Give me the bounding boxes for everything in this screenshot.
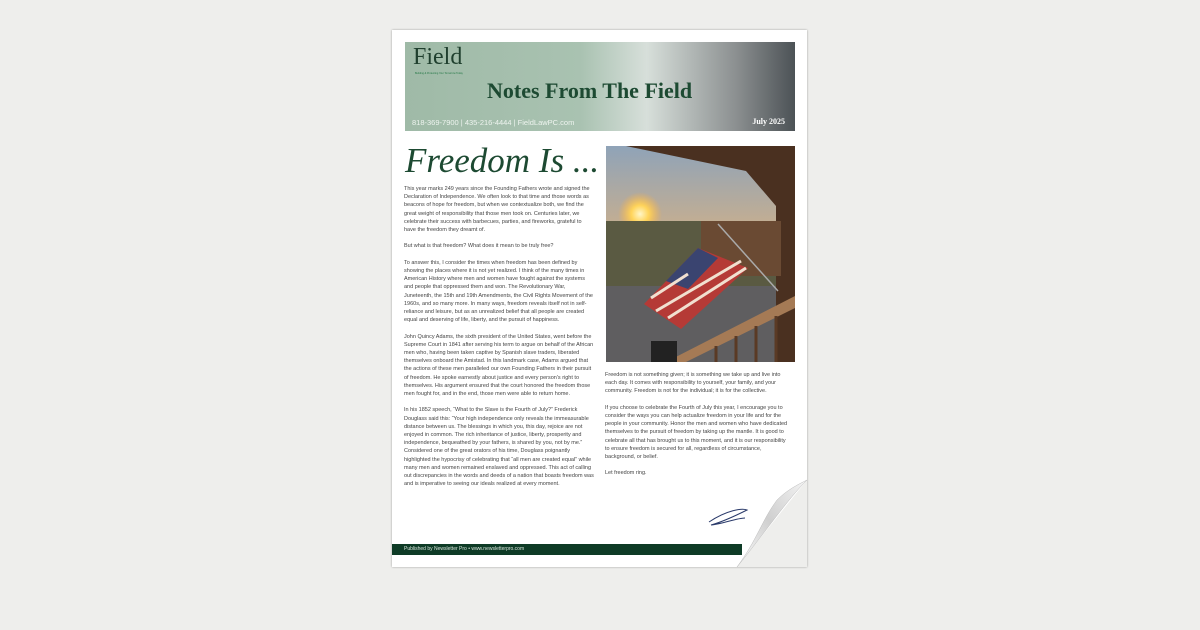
left-column [404, 185, 594, 497]
issue-date: July 2025 [752, 117, 785, 126]
logo-tagline: Building & Protecting Your Tomorrow Today [415, 72, 463, 75]
paragraph: This year marks 249 years since the Founding Fathers wrote and signed the Declaration of Independence. We often look to that time and those words as beacons of hope for freedom, but when we contextualize both, we find the great weight of responsibility that those men took on. Centuries later, we celebrate their success with barbecues, parties, and fireworks, grateful to have the freedom they dreamt of. [404, 186, 590, 234]
page-curl [717, 460, 807, 567]
paragraph: In his 1852 speech, “What to the Slave is the Fourth of July?” Frederick Douglass said this: “Your high independence only reveals the immeasurable distance between us. The blessings in which you, this day, rejoice are not enjoyed in common. The rich inheritance of justice, liberty, prosperity and independence, bequeathed by your fathers, is shared by you, not by me.” Considered one of the great orators of his time, Douglass poignantly highlighted the hypocrisy of celebrating that “all men are created equal” while many men and women remained enslaved and oppressed. This act of calling out discrepancies in the words and deeds of a nation that boasts freedom was and is imperative to seeing our ideals realized at every moment. [404, 407, 594, 488]
paragraph: Let freedom ring. [605, 470, 647, 477]
newsletter-banner [405, 42, 795, 131]
newsletter-title: Notes From The Field [487, 78, 693, 103]
paragraph: To answer this, I consider the times when freedom has been defined by showing the places where it is not yet realized. I think of the many times in American History where men and women have fought against the systems and people that oppressed them and won. The Revolutionary War, Juneteenth, the 15th and 19th Amendments, the Civil Rights Movement of the 1960s, and so many more. In many ways, freedom reveals itself not in self-reliance and leisure, but as an unrealized belief that all people are created equal and deserving of life, liberty, and the pursuit of happiness. [404, 259, 593, 324]
newsletter-page [392, 30, 807, 567]
paragraph: John Quincy Adams, the sixth president of the United States, went before the Supreme Court in 1841 after serving his term to argue on behalf of the African men who, having been taken captive by Spanish slave traders, liberated themselves onboard the Amistad. In this landmark case, Adams argued that the actions of these men paralleled our own Founding Fathers in their pursuit of freedom. He spoke earnestly about justice and every person's right to themselves. His argument ensured that the court honored the freedom those men fought for, and in the end, those men were able to return home. [404, 333, 594, 398]
paragraph: But what is that freedom? What does it mean to be truly free? [404, 243, 554, 250]
field-logo: Field [413, 44, 463, 70]
flag-sunset-photo [606, 146, 795, 362]
footer-bar [392, 544, 742, 555]
footer-text: Published by Newsletter Pro • www.newsletterpro.com [404, 546, 525, 552]
contact-info: 818-369-7900 | 435-216-4444 | FieldLawPC.com [412, 118, 575, 127]
paragraph: Freedom is not something given; it is something we take up and live into each day. It comes with responsibility to yourself, your family, and your community. Freedom is not for the individual; it is for the collective. [605, 372, 781, 395]
paragraph: If you choose to celebrate the Fourth of July this year, I encourage you to consider the ways you can help actualize freedom in your life and for the people in your community. Honor the men and women who have dedicated themselves to the pursuit of freedom by taking up the mantle. It is good to celebrate all that has brought us to this moment, and it is our responsibility to ensure freedom is secured for all, regardless of circumstance, background, or belief. [605, 404, 788, 461]
article-title: Freedom Is ... [405, 141, 600, 180]
